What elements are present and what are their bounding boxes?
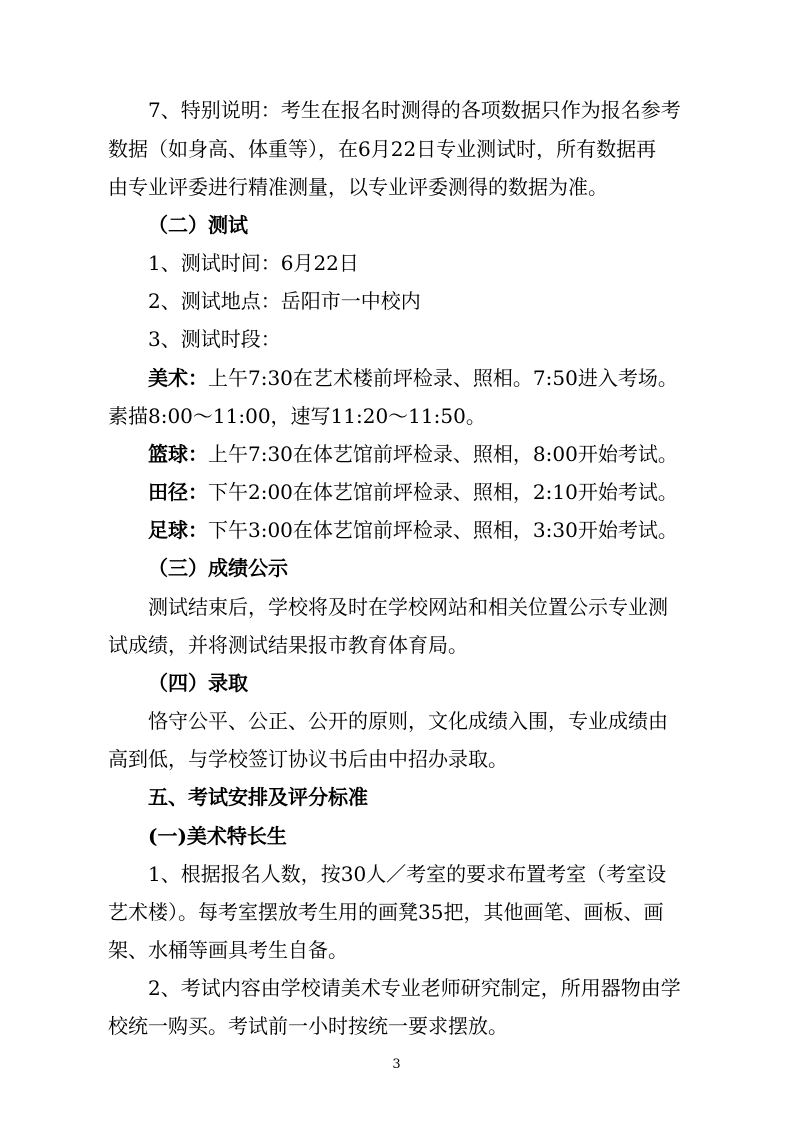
special-note-line-1: 7、特别说明：考生在报名时测得的各项数据只作为报名参考 xyxy=(148,98,681,122)
schedule-football xyxy=(148,513,693,547)
schedule-basketball-label: 篮球： xyxy=(148,442,208,466)
section-heading-test: （二）测试 xyxy=(148,213,248,237)
admission-line-2: 高到低，与学校签订协议书后由中招办录取。 xyxy=(108,747,508,771)
admission-line-1: 恪守公平、公正、公开的原则，文化成绩入围，专业成绩由 xyxy=(148,709,668,733)
test-location: 2、测试地点：岳阳市一中校内 xyxy=(148,289,421,313)
schedule-basketball-text: 上午7:30在体艺馆前坪检录、照相，8:00开始考试。 xyxy=(208,442,678,466)
section-heading-admission: （四）录取 xyxy=(148,671,248,695)
schedule-football-label: 足球： xyxy=(148,518,208,542)
schedule-track-text: 下午2:00在体艺馆前坪检录、照相，2:10开始考试。 xyxy=(208,480,678,504)
schedule-art-text: 上午7:30在艺术楼前坪检录、照相。7:50进入考场。 xyxy=(208,366,678,390)
section-heading-results: （三）成绩公示 xyxy=(148,556,288,580)
special-note-line-2: 数据（如身高、体重等），在6月22日专业测试时，所有数据再 xyxy=(108,137,657,161)
schedule-basketball xyxy=(148,437,693,471)
schedule-art-times: 素描8:00～11:00，速写11:20～11:50。 xyxy=(108,404,486,428)
art-rule-2-line-2: 校统一购买。考试前一小时按统一要求摆放。 xyxy=(108,1014,508,1038)
art-rule-1-line-1: 1、根据报名人数，按30人／考室的要求布置考室（考室设 xyxy=(148,862,667,886)
special-note-line-3: 由专业评委进行精准测量，以专业评委测得的数据为准。 xyxy=(108,175,608,199)
section-heading-exam-arrangement: 五、考试安排及评分标准 xyxy=(148,785,368,809)
art-rule-1-line-2: 艺术楼）。每考室摆放考生用的画凳35把，其他画笔、画板、画 xyxy=(108,900,664,924)
results-line-2: 试成绩，并将测试结果报市教育体育局。 xyxy=(108,633,468,657)
subheading-art-students: (一)美术特长生 xyxy=(148,824,287,848)
schedule-track-label: 田径： xyxy=(148,480,208,504)
schedule-art-label: 美术： xyxy=(148,366,208,390)
schedule-football-text: 下午3:00在体艺馆前坪检录、照相，3:30开始考试。 xyxy=(208,518,678,542)
test-period-heading: 3、测试时段： xyxy=(148,327,281,351)
page-number: 3 xyxy=(392,1057,401,1072)
schedule-track xyxy=(148,475,693,509)
art-rule-1-line-3: 架、水桶等画具考生自备。 xyxy=(108,938,348,962)
art-rule-2-line-1: 2、考试内容由学校请美术专业老师研究制定，所用器物由学 xyxy=(148,976,681,1000)
test-time: 1、测试时间：6月22日 xyxy=(148,251,359,275)
results-line-1: 测试结束后，学校将及时在学校网站和相关位置公示专业测 xyxy=(148,595,668,619)
schedule-art xyxy=(148,361,693,395)
